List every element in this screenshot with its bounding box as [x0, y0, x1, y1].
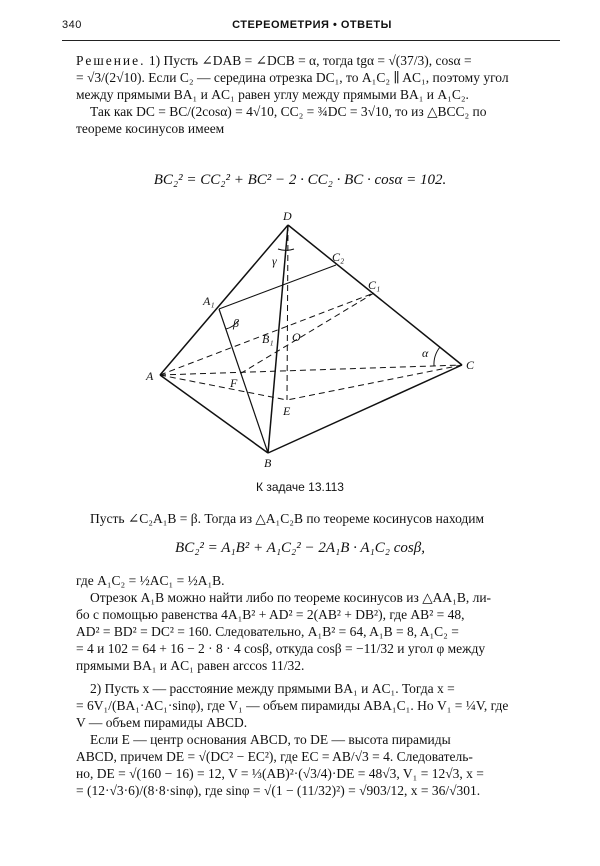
figure-caption: К задаче 13.113 [256, 480, 344, 494]
part2-line-5: ABCD, причем DE = √(DC² − EC²), где EC = AB/√3 = 4. Следователь- [76, 749, 473, 764]
label-C1: C₁ [368, 278, 381, 292]
part1-line-5: = 4 и 102 = 64 + 16 − 2 · 8 · 4 cosβ, откуда cosβ = −11/32 и угол φ между [76, 641, 486, 656]
solution-part2 [76, 680, 558, 799]
solution-label: Решение. [76, 53, 146, 68]
solution-line-5: теореме косинусов имеем [76, 121, 225, 136]
label-alpha: α [422, 346, 429, 360]
part2-line-1: 2) Пусть x — расстояние между прямыми BA₁ и AC₁. Тогда x = [90, 681, 455, 696]
formula-bc2-second: BC₂² = A₁B² + A₁C₂² − 2A₁B · A₁C₂ cosβ, [175, 540, 425, 556]
label-C: C [466, 358, 475, 372]
tetrahedron-figure [0, 205, 600, 505]
solution-line-2: = √3/(2√10). Если C₂ — середина отрезка DC₁, то A₁C₂ ∥ AC₁, поэтому угол [76, 70, 509, 85]
solution-part1 [76, 52, 558, 137]
part2-line-6: но, DE = √(160 − 16) = 12, V = ⅓(AB)²·(√3/4)·DE = 48√3, V₁ = 12√3, x = [76, 766, 484, 781]
part2-line-4: Если E — центр основания ABCD, то DE — высота пирамиды [90, 732, 451, 747]
part2-line-7: = (12·√3·6)/(8·8·sinφ), где sinφ = √(1 − (11/32)²) = √903/12, x = 36/√301. [76, 783, 481, 798]
page-number: 340 [62, 19, 82, 31]
running-header [62, 14, 562, 36]
beta-intro-line: Пусть ∠C₂A₁B = β. Тогда из △A₁C₂B по теореме косинусов находим [90, 511, 485, 526]
label-A1: A₁ [203, 294, 215, 308]
label-gamma: γ [272, 254, 277, 268]
edge-DA [160, 225, 288, 375]
label-D: D [283, 209, 292, 223]
solution-line-4: Так как DC = BC/(2cosα) = 4√10, CC₂ = ¾DC = 3√10, то из △BCC₂ по [90, 104, 487, 119]
segment-A1C2 [219, 265, 336, 309]
label-E: E [283, 404, 291, 418]
part1-line-2: Отрезок A₁B можно найти либо по теореме косинусов из △AA₁B, ли- [90, 590, 492, 605]
label-O: O [292, 330, 301, 344]
label-F: F [230, 376, 238, 390]
label-C2: C₂ [332, 250, 345, 264]
section-title: СТЕРЕОМЕТРИЯ • ОТВЕТЫ [232, 19, 392, 31]
label-A: A [146, 369, 154, 383]
part1-line-4: AD² = BD² = DC² = 160. Следовательно, A₁B² = 64, A₁B = 8, A₁C₂ = [76, 624, 459, 639]
part1-line-1: где A₁C₂ = ½AC₁ = ½A₁B. [76, 573, 225, 588]
formula-bc2-first: BC₂² = CC₂² + BC² − 2 · CC₂ · BC · cosα = 102. [153, 172, 447, 188]
edge-AB [160, 375, 268, 453]
segment-C1F [238, 293, 374, 375]
label-B1: B₁ [262, 332, 274, 346]
part2-line-3: V — объем пирамиды ABCD. [76, 715, 248, 730]
arc-alpha [434, 347, 440, 366]
segment-BA1 [219, 309, 268, 453]
solution-line-1: Решение. 1) Пусть ∠DAB = ∠DCB = α, тогда tgα = √(37/3), cosα = [76, 53, 472, 68]
edge-DC [288, 225, 462, 365]
label-B: B [264, 456, 272, 470]
solution-part1-cont [76, 510, 558, 527]
edge-AC [160, 365, 462, 375]
segment-DE [287, 225, 288, 400]
edge-CB [268, 365, 462, 453]
label-beta: β [233, 316, 239, 330]
header-rule [62, 40, 560, 41]
part1-line-3: бо с помощью равенства 4A₁B² + AD² = 2(AB² + DB²), где AB² = 48, [76, 607, 465, 622]
part2-line-2: = 6V₁/(BA₁·AC₁·sinφ), где V₁ — объем пирамиды ABA₁C₁. Но V₁ = ¼V, где [76, 698, 509, 713]
segment-AE [160, 375, 287, 400]
solution-part1-end [76, 572, 558, 674]
solution-line-3: между прямыми BA₁ и AC₁ равен углу между прямыми BA₁ и A₁C₂. [76, 87, 469, 102]
part1-line-6: прямыми BA₁ и AC₁ равен arccos 11/32. [76, 658, 305, 673]
